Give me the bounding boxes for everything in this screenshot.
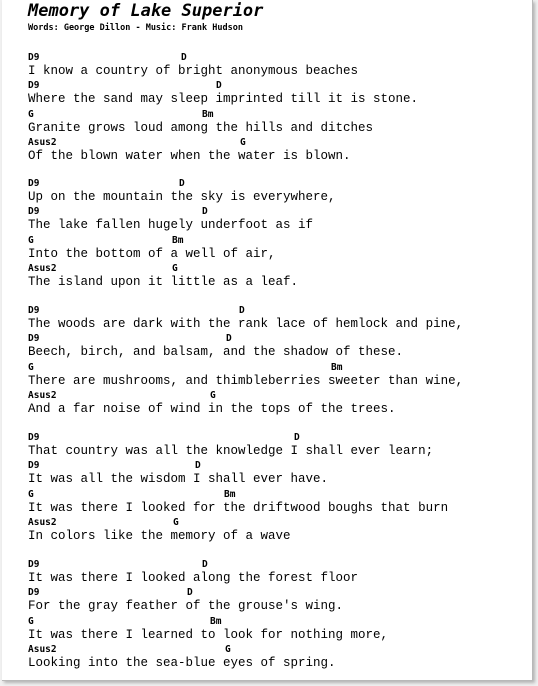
chord-row — [28, 333, 528, 345]
chord: D9 — [28, 460, 40, 472]
chord: D9 — [28, 80, 40, 92]
verse — [28, 52, 528, 165]
chord-row — [28, 178, 528, 190]
chord: G — [225, 643, 231, 655]
chord: Bm — [202, 108, 214, 120]
lyric-line: It was there I looked along the forest floor — [28, 571, 359, 585]
lyric-line: Granite grows loud among the hills and ditches — [28, 120, 374, 135]
verse — [28, 178, 528, 291]
chord: Asus2 — [28, 262, 57, 274]
chord: G — [28, 234, 34, 246]
lyric-line: The woods are dark with the rank lace of hemlock and pine, — [28, 317, 464, 331]
chord-row — [28, 587, 528, 599]
chord-row — [28, 517, 528, 529]
chord: D — [187, 587, 193, 599]
chord: D9 — [28, 305, 40, 316]
chord: Bm — [210, 615, 222, 627]
song-line — [28, 460, 528, 488]
song-line — [28, 235, 528, 263]
song-line — [28, 137, 528, 165]
song-line — [28, 616, 528, 644]
chord: Asus2 — [28, 136, 57, 148]
song-line — [28, 80, 528, 108]
chord-row — [28, 390, 528, 402]
song-line — [28, 178, 528, 206]
chord: D — [195, 460, 201, 472]
song-line — [28, 559, 528, 587]
chord: D9 — [28, 587, 40, 599]
verse — [28, 305, 528, 418]
song-title: Memory of Lake Superior — [28, 1, 264, 21]
chord: D9 — [28, 52, 40, 63]
song-line — [28, 333, 528, 361]
chord-row — [28, 489, 528, 501]
chord: D9 — [28, 333, 40, 345]
chord: G — [240, 136, 246, 148]
chord: Bm — [224, 488, 236, 500]
chord: D9 — [28, 432, 40, 443]
chord: Asus2 — [28, 643, 57, 655]
chord: D — [239, 305, 245, 316]
chord-row — [28, 263, 528, 275]
lyric-line: Of the blown water when the water is blown. — [28, 148, 351, 163]
song-sheet — [2, 0, 533, 681]
chord-row — [28, 80, 528, 92]
chord-row — [28, 109, 528, 121]
song-line — [28, 263, 528, 291]
chord: D — [294, 432, 300, 443]
lyric-line: Looking into the sea-blue eyes of spring. — [28, 655, 336, 670]
chord: G — [28, 361, 34, 373]
chord: G — [173, 516, 179, 528]
song-line — [28, 390, 528, 418]
chord: Asus2 — [28, 516, 57, 528]
song-line — [28, 587, 528, 615]
chord-row — [28, 52, 528, 64]
chord: D — [202, 206, 208, 218]
chord-row — [28, 460, 528, 472]
chord: G — [28, 615, 34, 627]
chord: D — [179, 178, 185, 189]
chord-row — [28, 235, 528, 247]
chord: G — [172, 262, 178, 274]
lyric-line: Into the bottom of a well of air, — [28, 246, 276, 261]
song-line — [28, 644, 528, 672]
chord-row — [28, 206, 528, 218]
chord: D9 — [28, 206, 40, 218]
chord: D9 — [28, 178, 40, 189]
chord-row — [28, 644, 528, 656]
chord: G — [28, 108, 34, 120]
lyric-line: The island upon it little as a leaf. — [28, 274, 299, 289]
verse — [28, 559, 528, 672]
lyric-line: In colors like the memory of a wave — [28, 528, 291, 543]
chord-row — [28, 362, 528, 374]
lyric-line: Where the sand may sleep imprinted till it is stone. — [28, 92, 419, 107]
lyric-line: It was there I looked for the driftwood boughs that burn — [28, 500, 449, 515]
chord-row — [28, 616, 528, 628]
chord-row — [28, 559, 528, 571]
lyric-line: It was there I learned to look for nothing more, — [28, 627, 389, 642]
lyric-line: That country was all the knowledge I shall ever learn; — [28, 444, 434, 458]
lyric-line: Up on the mountain the sky is everywhere, — [28, 190, 336, 204]
lyric-line: And a far noise of wind in the tops of the trees. — [28, 401, 396, 416]
chord: Asus2 — [28, 389, 57, 401]
lyric-line: The lake fallen hugely underfoot as if — [28, 218, 314, 233]
chord-row — [28, 432, 528, 444]
song-line — [28, 109, 528, 137]
song-line — [28, 362, 528, 390]
chord: G — [210, 389, 216, 401]
chord: G — [28, 488, 34, 500]
lyric-line: For the gray feather of the grouse's wing. — [28, 599, 344, 614]
song-line — [28, 305, 528, 333]
song-line — [28, 517, 528, 545]
lyric-line: There are mushrooms, and thimbleberries sweeter than wine, — [28, 373, 464, 388]
song-line — [28, 52, 528, 80]
chord: Bm — [172, 234, 184, 246]
song-line — [28, 489, 528, 517]
lyric-line: I know a country of bright anonymous beaches — [28, 64, 359, 78]
chord: D — [202, 559, 208, 570]
verse — [28, 432, 528, 545]
song-credits: Words: George Dillon - Music: Frank Hudson — [28, 23, 243, 33]
lyric-line: It was all the wisdom I shall ever have. — [28, 472, 329, 487]
chord-row — [28, 137, 528, 149]
lyric-line: Beech, birch, and balsam, and the shadow of these. — [28, 345, 404, 360]
chord: D9 — [28, 559, 40, 570]
chord: D — [226, 333, 232, 345]
chord-row — [28, 305, 528, 317]
chord: D — [181, 52, 187, 63]
chord: D — [216, 80, 222, 92]
song-line — [28, 432, 528, 460]
song-line — [28, 206, 528, 234]
chord: Bm — [331, 361, 343, 373]
